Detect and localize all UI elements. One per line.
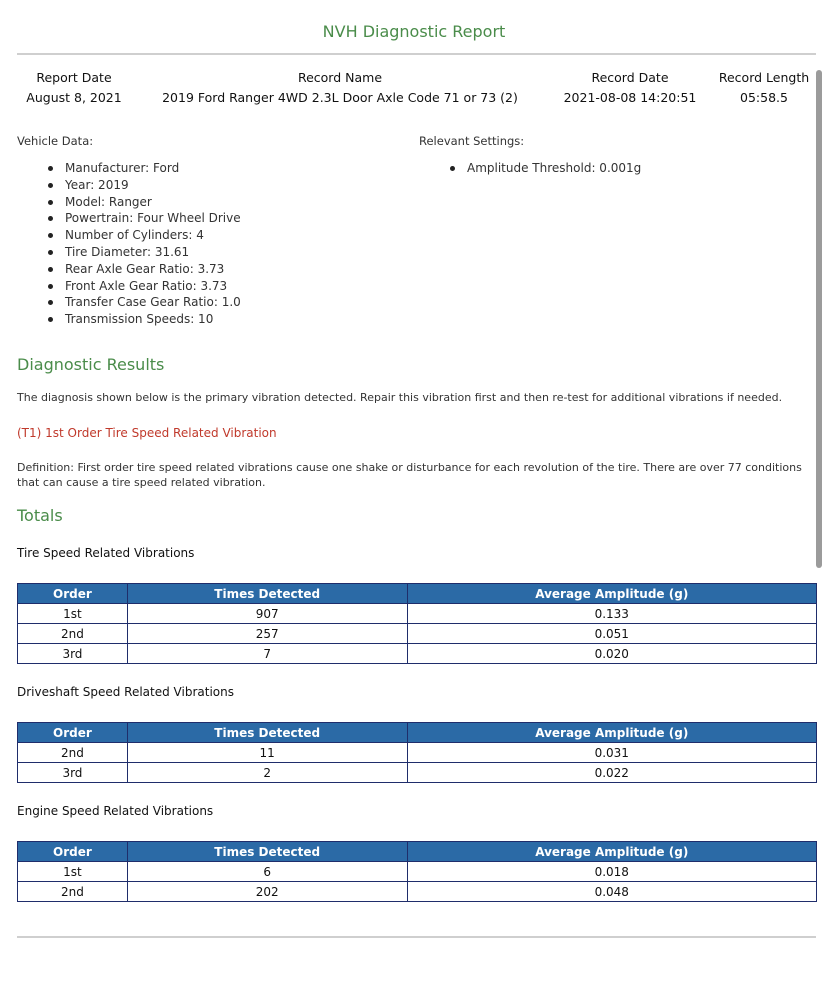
times-detected-cell: 202 (127, 882, 407, 902)
times-detected-cell: 257 (127, 624, 407, 644)
relevant-settings-list (450, 160, 641, 177)
record-name-cell (150, 68, 530, 108)
times-detected-cell: 6 (127, 862, 407, 882)
list-item: Front Axle Gear Ratio: 3.73 (48, 278, 241, 295)
record-name-label: Record Name (297, 70, 383, 85)
column-header-average-amplitude: Average Amplitude (g) (407, 584, 816, 604)
list-item: Number of Cylinders: 4 (48, 227, 241, 244)
order-cell: 1st (18, 862, 128, 882)
times-detected-cell: 11 (127, 743, 407, 763)
record-length-value: 05:58.5 (740, 90, 788, 105)
list-item: Tire Diameter: 31.61 (48, 244, 241, 261)
diagnosis-definition: Definition: First order tire speed related vibrations cause one shake or disturbance for each revolution of the tire. There are over 77 conditions that can cause a tire speed related vibration. (17, 461, 802, 489)
bottom-divider (17, 936, 816, 938)
table-row (18, 763, 817, 783)
list-item: Rear Axle Gear Ratio: 3.73 (48, 261, 241, 278)
average-amplitude-cell: 0.133 (407, 604, 816, 624)
record-date-value: 2021-08-08 14:20:51 (563, 90, 697, 105)
list-item: Year: 2019 (48, 177, 241, 194)
record-date-label: Record Date (591, 70, 669, 85)
diagnostic-intro: The diagnosis shown below is the primary vibration detected. Repair this vibration first and then re-test for additional vibrations if needed. (17, 391, 783, 404)
engine-speed-label: Engine Speed Related Vibrations (17, 804, 214, 818)
report-date-label: Report Date (36, 70, 112, 85)
tire-speed-label: Tire Speed Related Vibrations (17, 546, 195, 560)
column-header-order: Order (18, 842, 128, 862)
column-header-average-amplitude: Average Amplitude (g) (407, 842, 816, 862)
table-row (18, 882, 817, 902)
average-amplitude-cell: 0.051 (407, 624, 816, 644)
average-amplitude-cell: 0.022 (407, 763, 816, 783)
times-detected-cell: 7 (127, 644, 407, 664)
table-row (18, 644, 817, 664)
times-detected-cell: 2 (127, 763, 407, 783)
list-item: Powertrain: Four Wheel Drive (48, 210, 241, 227)
record-length-label: Record Length (718, 70, 810, 85)
order-cell: 1st (18, 604, 128, 624)
record-name-value: 2019 Ford Ranger 4WD 2.3L Door Axle Code 71 or 73 (2) (162, 90, 518, 105)
record-length-cell (712, 68, 816, 108)
column-header-times-detected: Times Detected (127, 842, 407, 862)
report-date-cell (18, 68, 130, 108)
list-item: Model: Ranger (48, 194, 241, 211)
tire-speed-table (17, 583, 817, 664)
column-header-order: Order (18, 584, 128, 604)
table-row (18, 862, 817, 882)
engine-speed-table (17, 841, 817, 902)
average-amplitude-cell: 0.020 (407, 644, 816, 664)
column-header-times-detected: Times Detected (127, 584, 407, 604)
column-header-times-detected: Times Detected (127, 723, 407, 743)
table-row (18, 743, 817, 763)
order-cell: 2nd (18, 743, 128, 763)
average-amplitude-cell: 0.031 (407, 743, 816, 763)
list-item: Transfer Case Gear Ratio: 1.0 (48, 294, 241, 311)
list-item: Transmission Speeds: 10 (48, 311, 241, 328)
totals-heading: Totals (17, 506, 63, 525)
driveshaft-speed-label: Driveshaft Speed Related Vibrations (17, 685, 234, 699)
order-cell: 2nd (18, 624, 128, 644)
vehicle-data-label: Vehicle Data: (17, 134, 94, 148)
vehicle-data-list (48, 160, 241, 328)
relevant-settings-label: Relevant Settings: (419, 134, 525, 148)
driveshaft-speed-table (17, 722, 817, 783)
table-row (18, 624, 817, 644)
top-divider (17, 53, 816, 55)
order-cell: 3rd (18, 644, 128, 664)
report-title: NVH Diagnostic Report (322, 22, 506, 41)
record-date-cell (550, 68, 710, 108)
column-header-order: Order (18, 723, 128, 743)
order-cell: 3rd (18, 763, 128, 783)
order-cell: 2nd (18, 882, 128, 902)
average-amplitude-cell: 0.048 (407, 882, 816, 902)
list-item: Amplitude Threshold: 0.001g (450, 160, 641, 177)
column-header-average-amplitude: Average Amplitude (g) (407, 723, 816, 743)
times-detected-cell: 907 (127, 604, 407, 624)
diagnostic-results-heading: Diagnostic Results (17, 355, 165, 374)
table-row (18, 604, 817, 624)
diagnosis-result: (T1) 1st Order Tire Speed Related Vibration (17, 426, 277, 440)
report-date-value: August 8, 2021 (26, 90, 122, 105)
vertical-scrollbar[interactable] (816, 70, 822, 568)
list-item: Manufacturer: Ford (48, 160, 241, 177)
average-amplitude-cell: 0.018 (407, 862, 816, 882)
